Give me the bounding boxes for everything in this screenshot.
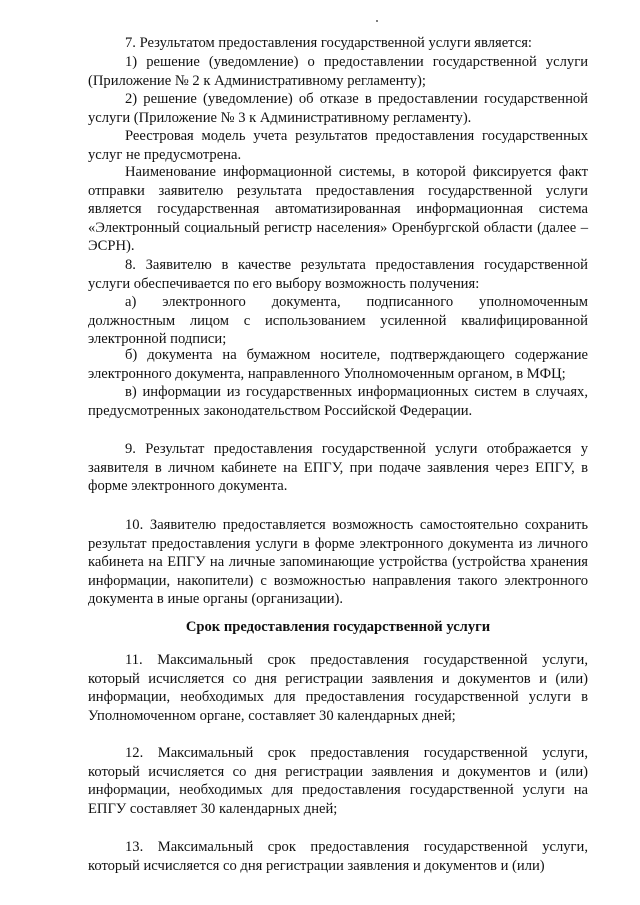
paragraph-8-item-b: б) документа на бумажном носителе, подтверждающего содержание электронного документа, направленного Уполномоченным органом, в МФЦ; [88,347,588,382]
paragraph-8: 8. Заявителю в качестве результата предоставления государственной услуги обеспечивается по его выбору возможность получения: [88,257,588,292]
paragraph-information-system: Наименование информационной системы, в которой фиксируется факт отправки заявителю результата предоставления государственной услуги является государственная автоматизированная информационная система «Электронный социальный регистр населения» Оренбургской области (далее – ЭСРН). [88,164,588,255]
paragraph-13: 13. Максимальный срок предоставления государственной услуги, который исчисляется со дня регистрации заявления и документов и (или) [88,839,588,874]
paragraph-8-item-a: а) электронного документа, подписанного уполномоченным должностным лицом с использованием усиленной квалифицированной электронной подписи; [88,294,588,348]
paragraph-12: 12. Максимальный срок предоставления государственной услуги, который исчисляется со дня регистрации заявления и документов и (или) информации, необходимых для предоставления государственной услуги на ЕПГУ составляет 30 календарных дней; [88,745,588,817]
paragraph-11: 11. Максимальный срок предоставления государственной услуги, который исчисляется со дня регистрации заявления и документов и (или) информации, необходимых для предоставления государственной услуги в Уполномоченном органе, составляет 30 календарных дней; [88,652,588,724]
scan-speck [376,20,378,22]
paragraph-registry-model: Реестровая модель учета результатов предоставления государственных услуг не предусмотрена. [88,128,588,163]
paragraph-10: 10. Заявителю предоставляется возможность самостоятельно сохранить результат предоставления услуги в форме электронного документа из личного кабинета на ЕПГУ на личные запоминающие устройства (устройства хранения информации, накопители) с возможностью направления такого электронного документа в иные органы (организации). [88,517,588,608]
paragraph-7-item-1: 1) решение (уведомление) о предоставлении государственной услуги (Приложение № 2 к Административному регламенту); [88,54,588,89]
paragraph-7: 7. Результатом предоставления государственной услуги является: [125,35,532,51]
paragraph-7-item-2: 2) решение (уведомление) об отказе в предоставлении государственной услуги (Приложение № 3 к Административному регламенту). [88,91,588,126]
paragraph-9: 9. Результат предоставления государственной услуги отображается у заявителя в личном кабинете на ЕПГУ, при подаче заявления через ЕПГУ, в форме электронного документа. [88,441,588,495]
paragraph-8-item-v: в) информации из государственных информационных систем в случаях, предусмотренных законодательством Российской Федерации. [88,384,588,419]
section-heading: Срок предоставления государственной услуги [185,619,491,635]
